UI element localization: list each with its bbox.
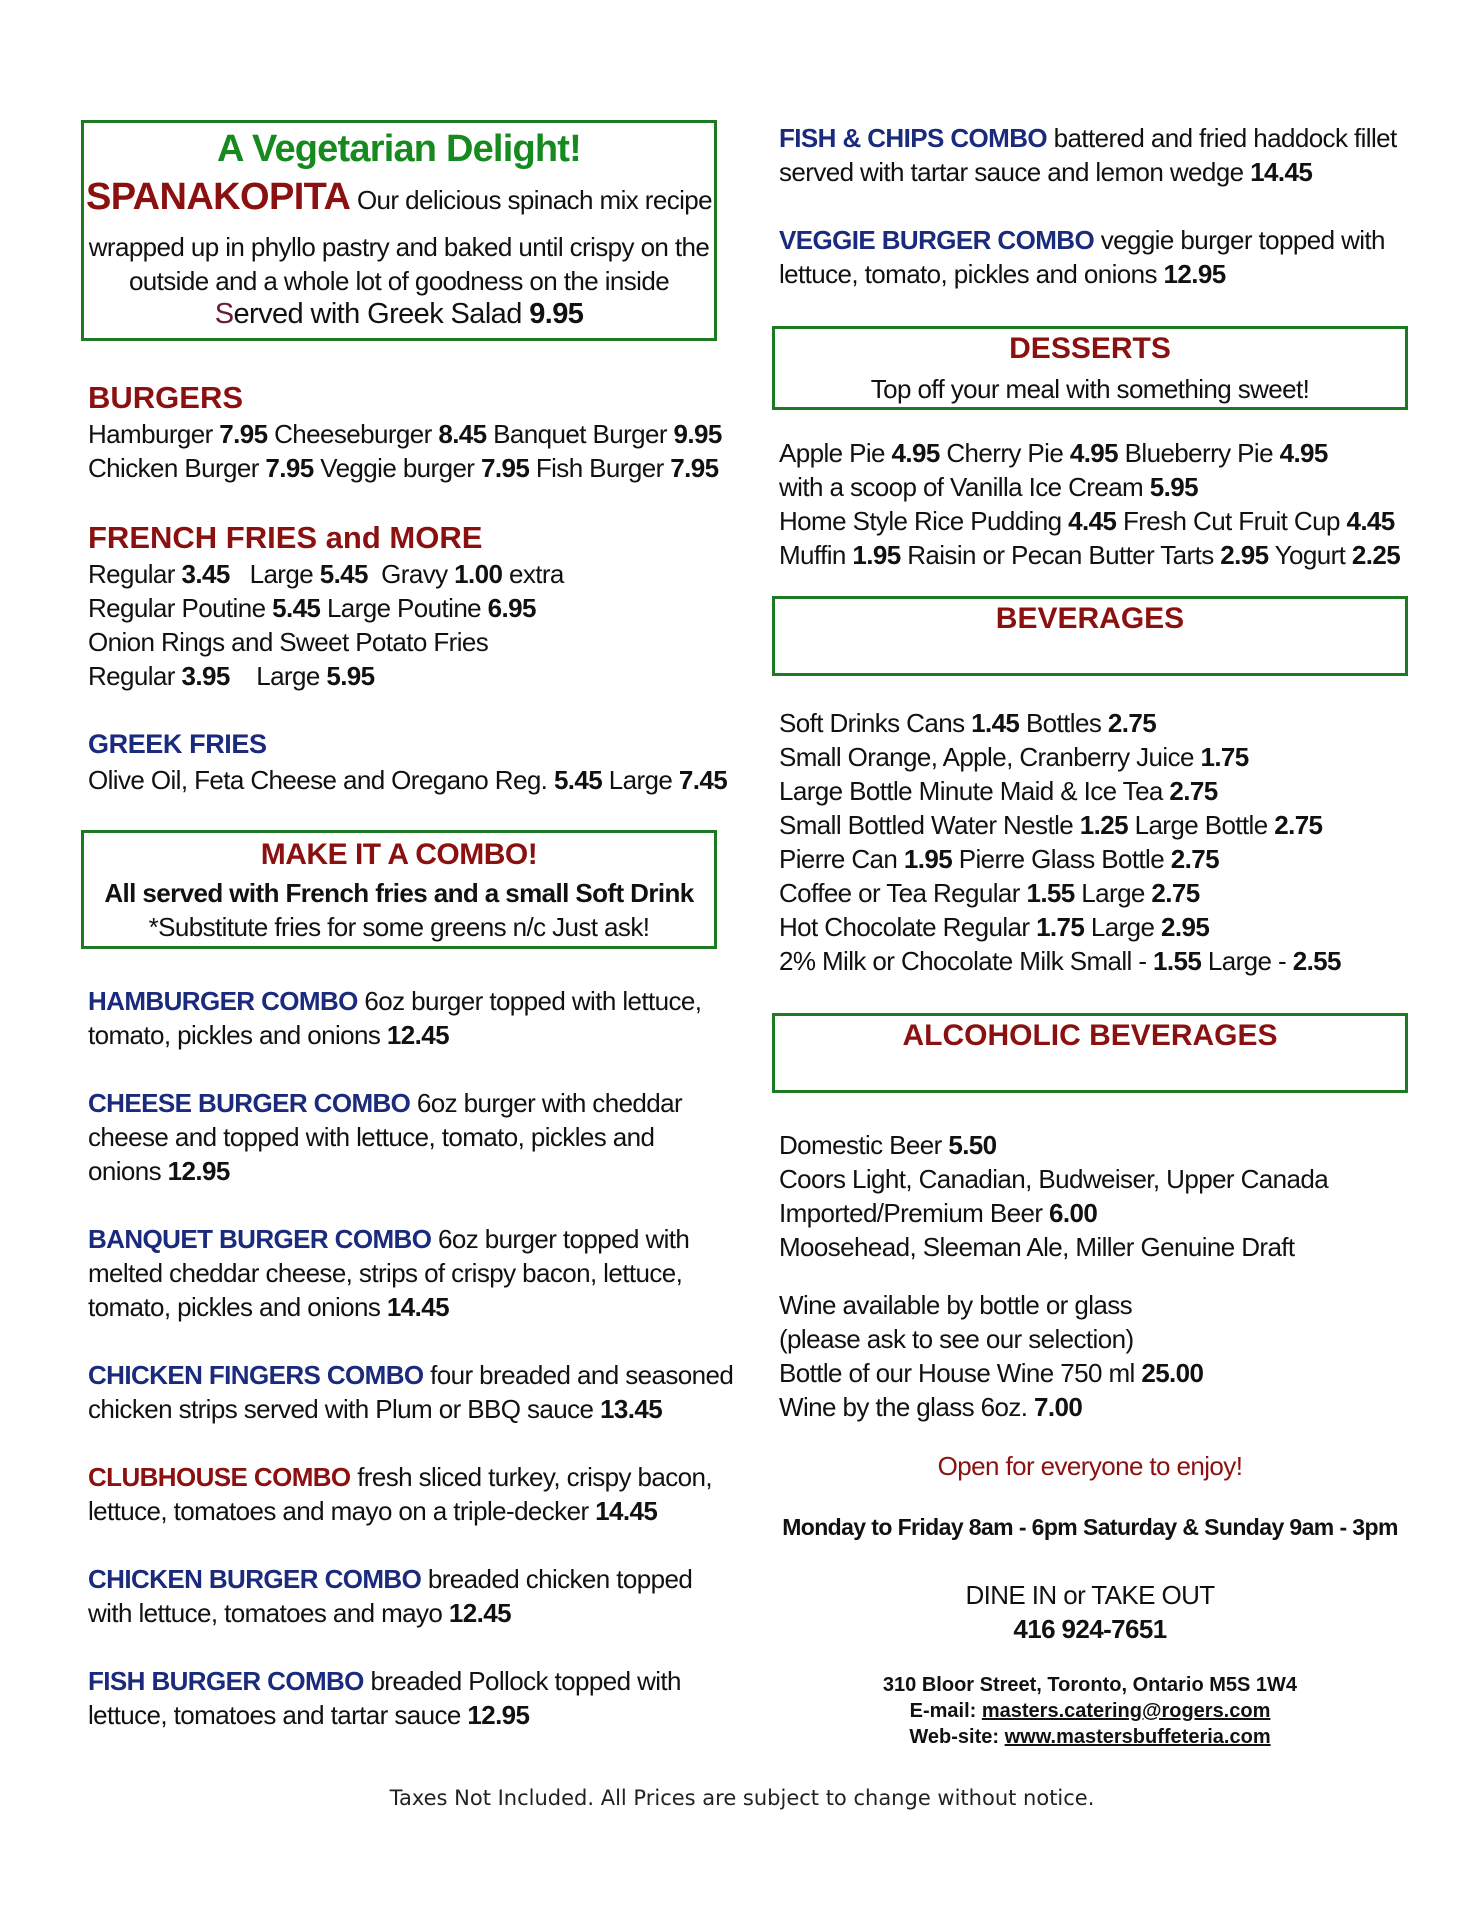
- burger-label: Banquet Burger: [493, 419, 667, 449]
- burger-price: 7.95: [219, 419, 268, 449]
- combo-desc: tomato, pickles and onions: [88, 1020, 381, 1050]
- rings-price: 5.95: [326, 661, 375, 691]
- beverage-price: 2.75: [1274, 810, 1323, 840]
- beverage-price: 2.95: [1161, 912, 1210, 942]
- fries-line-2: [88, 591, 536, 625]
- beverages-list: [779, 706, 1341, 978]
- burger-label: Fish Burger: [535, 453, 664, 483]
- dessert-price: 4.95: [891, 438, 940, 468]
- beverage-item: Large Bottle Minute Maid & Ice Tea: [779, 776, 1163, 806]
- combo-desc: breaded chicken topped: [427, 1564, 693, 1594]
- poutine-price: 6.95: [487, 593, 536, 623]
- combo-name: CHICKEN BURGER COMBO: [88, 1564, 422, 1594]
- beverage-price: 1.75: [1036, 912, 1085, 942]
- imported-beer-price: 6.00: [1049, 1198, 1098, 1228]
- combo-desc: fresh sliced turkey, crispy bacon,: [357, 1462, 713, 1492]
- combo-desc: lettuce, tomato, pickles and onions: [779, 259, 1157, 289]
- dessert-item: Blueberry Pie: [1124, 438, 1273, 468]
- gravy-extra: extra: [508, 559, 564, 589]
- combo-price: 14.45: [595, 1496, 658, 1526]
- combo-banquet-burger: [88, 1222, 689, 1324]
- combo-box-title: MAKE IT A COMBO!: [260, 838, 538, 871]
- greek-fries-line: [88, 763, 727, 797]
- opening-hours: Monday to Friday 8am - 6pm Saturday & Sunday 9am - 3pm: [782, 1514, 1398, 1540]
- alcohol-beer: [779, 1128, 1328, 1264]
- email-line: [772, 1698, 1408, 1724]
- beverage-item: Pierre Glass Bottle: [958, 844, 1165, 874]
- beverage-item: Large: [1090, 912, 1155, 942]
- wine-line: (please ask to see our selection): [779, 1324, 1134, 1354]
- combo-name: CLUBHOUSE COMBO: [88, 1462, 351, 1492]
- combo-name: VEGGIE BURGER COMBO: [779, 225, 1095, 255]
- beverage-price: 2.75: [1107, 708, 1157, 738]
- dine-in-take-out: DINE IN or TAKE OUT: [965, 1580, 1215, 1610]
- fries-line-4: [88, 659, 375, 693]
- spanakopita-name: SPANAKOPITA: [85, 176, 351, 218]
- alcohol-wine: [779, 1288, 1203, 1424]
- beverage-item: Large Bottle: [1134, 810, 1268, 840]
- combo-desc: battered and fried haddock fillet: [1053, 123, 1397, 153]
- burger-price: 7.95: [265, 453, 314, 483]
- dessert-price: 4.95: [1279, 438, 1328, 468]
- combo-box-line-1: All served with French fries and a small Soft Drink: [104, 878, 694, 908]
- beverages-title: BEVERAGES: [995, 602, 1185, 635]
- rings-price: 3.95: [181, 661, 230, 691]
- fries-line-1: [88, 557, 564, 591]
- beverage-price: 1.75: [1200, 742, 1249, 772]
- open-message: Open for everyone to enjoy!: [937, 1451, 1243, 1481]
- poutine-label: Large Poutine: [326, 593, 482, 623]
- combo-price: 12.95: [1163, 259, 1226, 289]
- imported-beer-brands: Moosehead, Sleeman Ale, Miller Genuine Draft: [779, 1232, 1295, 1262]
- beverage-price: 2.75: [1151, 878, 1200, 908]
- rings-label: Regular: [88, 661, 175, 691]
- dessert-price: 4.95: [1069, 438, 1119, 468]
- beverage-item: Bottles: [1025, 708, 1102, 738]
- spanakopita-served: [81, 298, 717, 331]
- combo-price: 13.45: [599, 1394, 663, 1424]
- dessert-item: Fresh Cut Fruit Cup: [1122, 506, 1340, 536]
- combo-price: 14.45: [386, 1292, 449, 1322]
- combo-desc: lettuce, tomatoes and mayo on a triple-decker: [88, 1496, 589, 1526]
- combo-desc: cheese and topped with lettuce, tomato, pickles and: [88, 1122, 655, 1152]
- beverage-price: 2.75: [1169, 776, 1218, 806]
- wine-glass-price: 7.00: [1034, 1392, 1083, 1422]
- burger-label: Veggie burger: [320, 453, 475, 483]
- beverage-price: 1.45: [971, 708, 1020, 738]
- website-label: Web-site:: [909, 1726, 1000, 1748]
- dessert-price: 5.95: [1149, 472, 1198, 502]
- website-link[interactable]: www.mastersbuffeteria.com: [1004, 1726, 1271, 1748]
- burger-price: 7.95: [481, 453, 530, 483]
- dessert-price: 2.25: [1351, 540, 1401, 570]
- combo-name: CHEESE BURGER COMBO: [88, 1088, 411, 1118]
- dessert-item: Yogurt: [1274, 540, 1346, 570]
- combo-clubhouse: [88, 1460, 712, 1528]
- combo-name: CHICKEN FINGERS COMBO: [88, 1360, 424, 1390]
- email-label: E-mail:: [909, 1700, 977, 1722]
- combo-price: 12.95: [467, 1700, 530, 1730]
- fries-label: Large: [249, 559, 314, 589]
- spanakopita-desc-1: Our delicious spinach mix recipe: [356, 185, 713, 215]
- dessert-item: Raisin or Pecan Butter Tarts: [907, 540, 1214, 570]
- dessert-item: with a scoop of Vanilla Ice Cream: [779, 472, 1144, 502]
- burger-price: 8.45: [438, 419, 487, 449]
- combo-desc: melted cheddar cheese, strips of crispy bacon, lettuce,: [88, 1258, 683, 1288]
- combo-desc: served with tartar sauce and lemon wedge: [779, 157, 1244, 187]
- combo-hamburger: [88, 984, 701, 1052]
- combo-desc: 6oz burger topped with lettuce,: [364, 986, 702, 1016]
- burger-label: Cheeseburger: [274, 419, 432, 449]
- combo-desc: breaded Pollock topped with: [370, 1666, 681, 1696]
- beverage-price: 1.95: [903, 844, 953, 874]
- phone-number: 416 924-7651: [1013, 1614, 1167, 1644]
- footer-note: Taxes Not Included. All Prices are subject to change without notice.: [389, 1786, 1095, 1810]
- combo-price: 14.45: [1250, 157, 1313, 187]
- burger-price: 9.95: [673, 419, 722, 449]
- burger-label: Hamburger: [88, 419, 213, 449]
- beverage-price: 1.55: [1026, 878, 1075, 908]
- beverage-price: 2.75: [1170, 844, 1219, 874]
- burgers-heading: BURGERS: [88, 380, 244, 415]
- desserts-title: DESSERTS: [1009, 332, 1171, 365]
- combo-name: FISH & CHIPS COMBO: [779, 123, 1047, 153]
- greek-fries-large-label: Large: [608, 765, 673, 795]
- wine-line: Wine by the glass 6oz.: [779, 1392, 1028, 1422]
- combo-price: 12.95: [167, 1156, 230, 1186]
- poutine-price: 5.45: [272, 593, 321, 623]
- combo-fish-and-chips: [779, 121, 1397, 189]
- burger-label: Chicken Burger: [88, 453, 259, 483]
- wine-line: Wine available by bottle or glass: [779, 1290, 1133, 1320]
- website-line: [772, 1724, 1408, 1750]
- combo-name: FISH BURGER COMBO: [88, 1666, 364, 1696]
- combo-desc: with lettuce, tomatoes and mayo: [88, 1598, 443, 1628]
- spanakopita-line: [81, 176, 717, 218]
- desserts-list: [779, 436, 1400, 572]
- greek-fries-reg-price: 5.45: [553, 765, 603, 795]
- beverage-item: 2% Milk or Chocolate Milk Small -: [779, 946, 1147, 976]
- combo-chicken-burger: [88, 1562, 692, 1630]
- imported-beer-label: Imported/Premium Beer: [779, 1198, 1043, 1228]
- greek-fries-large-price: 7.45: [678, 765, 728, 795]
- poutine-label: Regular Poutine: [88, 593, 266, 623]
- dessert-item: Muffin: [779, 540, 846, 570]
- spanakopita-price: 9.95: [529, 298, 584, 330]
- beverage-item: Small Orange, Apple, Cranberry Juice: [779, 742, 1194, 772]
- combo-box-line-2: *Substitute fries for some greens n/c Just ask!: [148, 912, 650, 942]
- beverage-price: 1.25: [1079, 810, 1128, 840]
- fries-heading: FRENCH FRIES and MORE: [88, 520, 483, 555]
- beverage-item: Pierre Can: [779, 844, 898, 874]
- combo-desc: tomato, pickles and onions: [88, 1292, 381, 1322]
- email-link[interactable]: masters.catering@rogers.com: [981, 1700, 1271, 1722]
- dessert-item: Apple Pie: [779, 438, 885, 468]
- desserts-subtitle: Top off your meal with something sweet!: [870, 374, 1310, 404]
- combo-desc: 6oz burger topped with: [437, 1224, 690, 1254]
- dessert-price: 1.95: [852, 540, 901, 570]
- burgers-row-2: [88, 451, 718, 485]
- dessert-item: Cherry Pie: [946, 438, 1064, 468]
- beverage-item: Hot Chocolate Regular: [779, 912, 1030, 942]
- served-text: erved with Greek Salad: [233, 298, 522, 330]
- beverage-item: Small Bottled Water Nestle: [779, 810, 1074, 840]
- greek-fries-text: Olive Oil, Feta Cheese and Oregano Reg.: [88, 765, 548, 795]
- fries-line-3: Onion Rings and Sweet Potato Fries: [88, 627, 489, 657]
- combo-desc: four breaded and seasoned: [430, 1360, 734, 1390]
- beverage-item: Soft Drinks Cans: [779, 708, 965, 738]
- combo-cheese-burger: [88, 1086, 682, 1188]
- dessert-item: Home Style Rice Pudding: [779, 506, 1062, 536]
- combo-price: 12.45: [386, 1020, 449, 1050]
- wine-line: Bottle of our House Wine 750 ml: [779, 1358, 1135, 1388]
- combo-desc: lettuce, tomatoes and tartar sauce: [88, 1700, 461, 1730]
- burger-price: 7.95: [670, 453, 719, 483]
- served-initial: S: [214, 298, 234, 330]
- vegetarian-title: A Vegetarian Delight!: [217, 128, 581, 170]
- wine-bottle-price: 25.00: [1141, 1358, 1204, 1388]
- beverage-item: Large: [1081, 878, 1145, 908]
- beverage-price: 2.55: [1292, 946, 1341, 976]
- address: 310 Bloor Street, Toronto, Ontario M5S 1W4: [882, 1674, 1298, 1696]
- greek-fries-heading: GREEK FRIES: [88, 729, 267, 759]
- dessert-price: 4.45: [1346, 506, 1395, 536]
- dessert-price: 2.95: [1220, 540, 1269, 570]
- spanakopita-desc-3: outside and a whole lot of goodness on the inside: [128, 266, 670, 296]
- combo-name: BANQUET BURGER COMBO: [88, 1224, 432, 1254]
- combo-veggie-burger: [779, 223, 1385, 291]
- domestic-beer-price: 5.50: [948, 1130, 997, 1160]
- combo-name: HAMBURGER COMBO: [88, 986, 358, 1016]
- domestic-beer-label: Domestic Beer: [779, 1130, 942, 1160]
- combo-price: 12.45: [448, 1598, 511, 1628]
- beverage-price: 1.55: [1153, 946, 1202, 976]
- alcohol-title: ALCOHOLIC BEVERAGES: [902, 1019, 1278, 1052]
- combo-chicken-fingers: [88, 1358, 733, 1426]
- dessert-price: 4.45: [1068, 506, 1117, 536]
- burgers-row-1: [88, 417, 722, 451]
- spanakopita-desc-2: wrapped up in phyllo pastry and baked until crispy on the: [88, 232, 710, 262]
- fries-label: Regular: [88, 559, 175, 589]
- combo-desc: veggie burger topped with: [1100, 225, 1385, 255]
- beverage-item: Coffee or Tea Regular: [779, 878, 1020, 908]
- rings-label: Large: [256, 661, 320, 691]
- domestic-beer-brands: Coors Light, Canadian, Budweiser, Upper Canada: [779, 1164, 1329, 1194]
- beverage-item: Large -: [1207, 946, 1287, 976]
- combo-fish-burger: [88, 1664, 681, 1732]
- combo-desc: onions: [88, 1156, 162, 1186]
- gravy-price: 1.00: [454, 559, 503, 589]
- gravy-label: Gravy: [381, 559, 448, 589]
- combo-desc: chicken strips served with Plum or BBQ sauce: [88, 1394, 594, 1424]
- fries-price: 3.45: [181, 559, 230, 589]
- fries-price: 5.45: [319, 559, 368, 589]
- combo-desc: 6oz burger with cheddar: [416, 1088, 683, 1118]
